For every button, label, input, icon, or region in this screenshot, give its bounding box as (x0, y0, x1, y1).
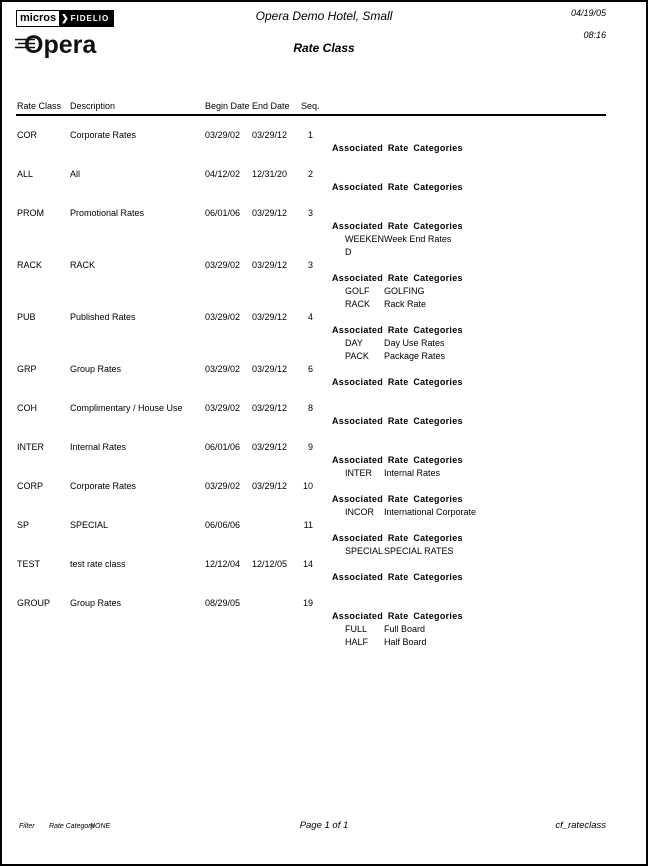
sequence-value: 1 (307, 130, 313, 140)
rate-class-description: Internal Rates (70, 442, 127, 452)
category-line (2, 506, 646, 519)
sequence-value: 6 (307, 364, 313, 374)
associated-rate-categories-heading: Associated Rate Categories (332, 182, 463, 192)
hotel-name: Opera Demo Hotel, Small (255, 9, 393, 23)
end-date-value: 03/29/12 (252, 208, 288, 218)
sequence-value: 14 (302, 559, 313, 569)
rate-class-line (2, 363, 646, 376)
sequence-value: 2 (307, 169, 313, 179)
report-id: cf_rateclass (555, 820, 606, 831)
rate-class-line (2, 168, 646, 181)
associated-rate-categories-heading: Associated Rate Categories (332, 533, 463, 543)
rate-class-description: RACK (70, 260, 96, 270)
sequence-value: 3 (307, 208, 313, 218)
end-date-value: 12/31/20 (252, 169, 288, 179)
begin-date-value: 03/29/02 (205, 260, 241, 270)
category-code: INTER (345, 468, 372, 478)
category-description: Internal Rates (384, 468, 441, 478)
category-line (2, 233, 646, 246)
category-code: INCOR (345, 507, 374, 517)
rate-class-line (2, 259, 646, 272)
associated-heading-line (2, 142, 646, 155)
rate-class-code: COR (17, 130, 37, 140)
table-row (2, 441, 646, 480)
rate-class-code: INTER (17, 442, 44, 452)
rate-class-line (2, 441, 646, 454)
category-line (2, 545, 646, 558)
category-code: FULL (345, 624, 368, 634)
end-date-value: 03/29/12 (252, 481, 288, 491)
column-header-description: Description (70, 101, 116, 111)
begin-date-value: 08/29/05 (205, 598, 241, 608)
begin-date-value: 03/29/02 (205, 403, 241, 413)
page-number: Page 1 of 1 (299, 820, 349, 831)
rate-class-description: Corporate Rates (70, 481, 137, 491)
rate-class-description: SPECIAL (70, 520, 109, 530)
category-description: GOLFING (384, 286, 425, 296)
fidelio-logo-text: ❯ FIDELIO (60, 11, 113, 26)
table-row (2, 519, 646, 558)
end-date-value: 03/29/12 (252, 260, 288, 270)
category-code: PACK (345, 351, 369, 361)
associated-rate-categories-heading: Associated Rate Categories (332, 221, 463, 231)
associated-rate-categories-heading: Associated Rate Categories (332, 455, 463, 465)
category-line (2, 636, 646, 649)
table-row (2, 558, 646, 597)
associated-rate-categories-heading: Associated Rate Categories (332, 416, 463, 426)
rate-class-code: GROUP (17, 598, 51, 608)
sequence-value: 3 (307, 260, 313, 270)
rate-class-description: Group Rates (70, 598, 122, 608)
begin-date-value: 04/12/02 (205, 169, 241, 179)
end-date-value: 03/29/12 (252, 403, 288, 413)
rate-class-code: ALL (17, 169, 34, 179)
rate-class-line (2, 480, 646, 493)
associated-heading-line (2, 272, 646, 285)
rate-class-code: PUB (17, 312, 36, 322)
end-date-value: 12/12/05 (252, 559, 288, 569)
rate-class-line (2, 519, 646, 532)
associated-heading-line (2, 324, 646, 337)
begin-date-value: 03/29/02 (205, 364, 241, 374)
begin-date-value: 12/12/04 (205, 559, 241, 569)
associated-rate-categories-heading: Associated Rate Categories (332, 377, 463, 387)
associated-heading-line (2, 415, 646, 428)
micros-logo-text: micros (17, 11, 60, 26)
sequence-value: 10 (302, 481, 313, 491)
column-header-seq: Seq. (301, 101, 320, 111)
category-code: SPECIAL (345, 546, 384, 556)
category-line (2, 298, 646, 311)
sequence-value: 11 (303, 520, 313, 530)
begin-date-value: 06/06/06 (205, 520, 241, 530)
sequence-value: 9 (307, 442, 313, 452)
table-rows (2, 129, 646, 649)
category-line (2, 467, 646, 480)
associated-rate-categories-heading: Associated Rate Categories (332, 325, 463, 335)
rate-class-line (2, 207, 646, 220)
rate-class-code: RACK (17, 260, 43, 270)
rate-class-line (2, 129, 646, 142)
rate-class-description: All (70, 169, 81, 179)
category-description: SPECIAL RATES (384, 546, 454, 556)
table-header (2, 101, 646, 114)
end-date-value: 03/29/12 (252, 130, 288, 140)
table-row (2, 402, 646, 441)
sequence-value: 19 (302, 598, 313, 608)
rate-class-code: TEST (17, 559, 41, 569)
associated-heading-line (2, 610, 646, 623)
category-description: Full Board (384, 624, 426, 634)
table-row (2, 207, 646, 259)
table-row (2, 311, 646, 363)
category-description: Day Use Rates (384, 338, 445, 348)
category-line (2, 246, 646, 259)
associated-rate-categories-heading: Associated Rate Categories (332, 572, 463, 582)
associated-heading-line (2, 454, 646, 467)
column-header-begin-date: Begin Date (205, 101, 250, 111)
column-header-rate-class: Rate Class (17, 101, 62, 111)
category-description: Half Board (384, 637, 427, 647)
category-line (2, 337, 646, 350)
associated-heading-line (2, 181, 646, 194)
table-row (2, 597, 646, 649)
end-date-value: 03/29/12 (252, 442, 288, 452)
associated-rate-categories-heading: Associated Rate Categories (332, 143, 463, 153)
sequence-value: 8 (307, 403, 313, 413)
rate-class-line (2, 311, 646, 324)
associated-rate-categories-heading: Associated Rate Categories (332, 273, 463, 283)
rate-class-code: PROM (17, 208, 44, 218)
rate-class-description: Corporate Rates (70, 130, 137, 140)
category-line (2, 350, 646, 363)
category-line (2, 285, 646, 298)
category-code: DAY (345, 338, 363, 348)
rate-class-code: GRP (17, 364, 37, 374)
table-header-rule (16, 114, 606, 116)
table-row (2, 259, 646, 311)
column-header-end-date: End Date (252, 101, 290, 111)
rate-class-code: SP (17, 520, 30, 530)
begin-date-value: 03/29/02 (205, 130, 241, 140)
rate-class-line (2, 597, 646, 610)
table-row (2, 480, 646, 519)
rate-class-description: test rate class (70, 559, 126, 569)
category-line (2, 623, 646, 636)
category-description: International Corporate (384, 507, 477, 517)
table-row (2, 363, 646, 402)
filter-field-name: Rate Category (49, 823, 95, 830)
table-row (2, 129, 646, 168)
associated-heading-line (2, 571, 646, 584)
rate-class-description: Published Rates (70, 312, 136, 322)
rate-class-code: COH (17, 403, 37, 413)
rate-class-description: Promotional Rates (70, 208, 145, 218)
category-description: Package Rates (384, 351, 446, 361)
end-date-value: 03/29/12 (252, 312, 288, 322)
report-time: 08:16 (583, 30, 606, 40)
opera-logo-text: Opera (24, 31, 97, 59)
end-date-value: 03/29/12 (252, 364, 288, 374)
category-description: Rack Rate (384, 299, 427, 309)
report-date: 04/19/05 (570, 8, 606, 18)
rate-class-line (2, 402, 646, 415)
table-row (2, 168, 646, 207)
category-code: GOLF (345, 286, 370, 296)
rate-class-description: Group Rates (70, 364, 122, 374)
begin-date-value: 06/01/06 (205, 442, 241, 452)
category-code: WEEKEN (345, 234, 385, 244)
filter-value: NONE (90, 823, 111, 830)
begin-date-value: 03/29/02 (205, 481, 241, 491)
associated-heading-line (2, 493, 646, 506)
filter-label: Filter (19, 823, 35, 830)
rate-class-description: Complimentary / House Use (70, 403, 183, 413)
associated-heading-line (2, 532, 646, 545)
associated-rate-categories-heading: Associated Rate Categories (332, 611, 463, 621)
category-description: Week End Rates (384, 234, 452, 244)
rate-class-line (2, 558, 646, 571)
rate-class-code: CORP (17, 481, 44, 491)
begin-date-value: 03/29/02 (205, 312, 241, 322)
page-title: Rate Class (293, 41, 355, 55)
associated-heading-line (2, 376, 646, 389)
associated-heading-line (2, 220, 646, 233)
category-code: HALF (345, 637, 369, 647)
associated-rate-categories-heading: Associated Rate Categories (332, 494, 463, 504)
begin-date-value: 06/01/06 (205, 208, 241, 218)
category-code: RACK (345, 299, 371, 309)
chevron-right-icon: ❯ (61, 13, 70, 23)
category-code: D (345, 247, 352, 257)
sequence-value: 4 (307, 312, 313, 322)
